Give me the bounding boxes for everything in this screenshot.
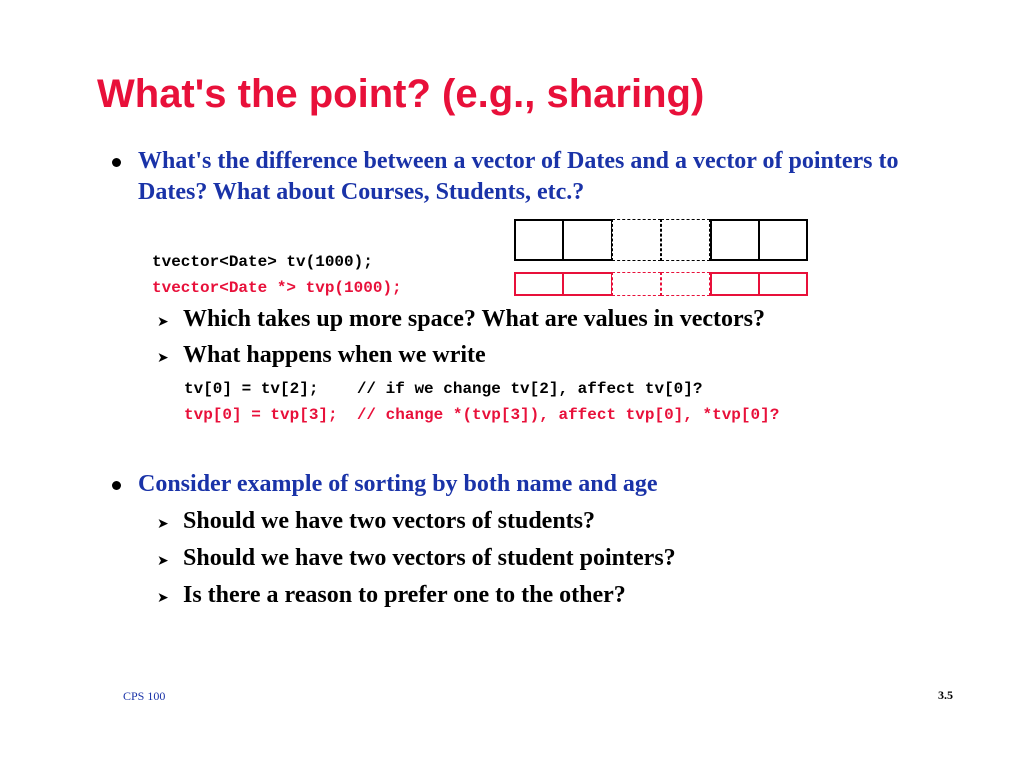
vector-cell: [612, 272, 661, 296]
vector-cell: [661, 219, 710, 261]
sub-bullet-text: Should we have two vectors of student pointers?: [183, 545, 676, 571]
vector-cell: [710, 219, 759, 261]
vector-diagram-dates: [514, 219, 808, 261]
slide-title: What's the point? (e.g., sharing): [97, 72, 705, 116]
bullet-dot: [112, 481, 121, 490]
bullet-dot: [112, 158, 121, 167]
vector-cell: [612, 219, 661, 261]
vector-cell: [563, 272, 612, 296]
sub-bullet-text: Which takes up more space? What are values in vectors?: [183, 306, 765, 332]
arrow-bullet-icon: ➤: [157, 314, 169, 330]
vector-diagram-pointers: [514, 272, 808, 296]
code-line: tvector<Date *> tvp(1000);: [152, 279, 402, 297]
vector-cell: [661, 272, 710, 296]
vector-cell: [710, 272, 759, 296]
arrow-bullet-icon: ➤: [157, 350, 169, 366]
arrow-bullet-icon: ➤: [157, 553, 169, 569]
arrow-bullet-icon: ➤: [157, 590, 169, 606]
vector-cell: [514, 219, 563, 261]
sub-bullet-text: Should we have two vectors of students?: [183, 508, 596, 534]
code-line: tvp[0] = tvp[3]; // change *(tvp[3]), affect tvp[0], *tvp[0]?: [184, 406, 780, 424]
vector-cell: [759, 272, 808, 296]
vector-cell: [759, 219, 808, 261]
footer-slide-number: 3.5: [938, 688, 953, 702]
vector-cell: [563, 219, 612, 261]
vector-cell: [514, 272, 563, 296]
bullet-text: Consider example of sorting by both name and age: [138, 471, 658, 497]
footer-course: CPS 100: [123, 689, 166, 703]
sub-bullet-text: What happens when we write: [183, 342, 486, 368]
bullet-text: What's the difference between a vector of Dates and a vector of pointers to Dates? What about Courses, Students, etc.?: [138, 148, 899, 205]
sub-bullet-text: Is there a reason to prefer one to the other?: [183, 582, 626, 608]
code-line: tv[0] = tv[2]; // if we change tv[2], affect tv[0]?: [184, 380, 703, 398]
code-line: tvector<Date> tv(1000);: [152, 253, 373, 271]
arrow-bullet-icon: ➤: [157, 516, 169, 532]
